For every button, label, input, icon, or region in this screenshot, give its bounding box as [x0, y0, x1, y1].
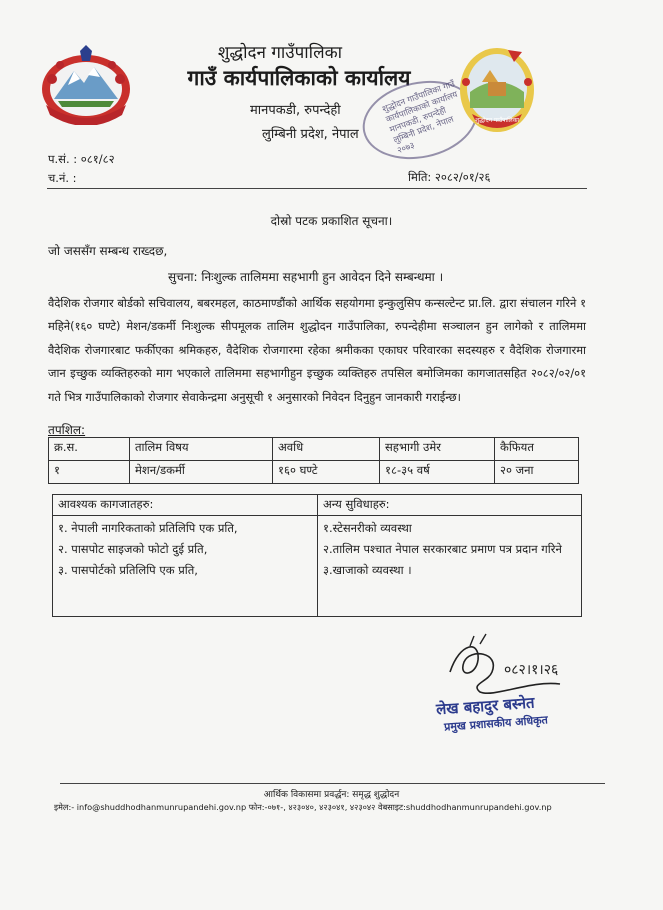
notice-subject: सुचना: निःशुल्क तालिममा सहभागी हुन आवेदन दिने सम्बन्धमा । [168, 270, 444, 284]
list-item: २.तालिम पश्चात नेपाल सरकारबाट प्रमाण पत्र प्रदान गरिने [323, 542, 562, 556]
table-cell: १८-३५ वर्ष [380, 461, 495, 484]
table-header-cell: क्र.स. [49, 438, 130, 461]
table-cell: २० जना [495, 461, 579, 484]
dispatch-number: च.नं. : [48, 171, 77, 185]
office-name: गाउँ कार्यपालिकाको कार्यालय [187, 66, 411, 90]
documents-list [53, 516, 318, 617]
table-header-cell: अवधि [273, 438, 380, 461]
reference-number: प.सं. : ०८१/८२ [48, 152, 115, 166]
table-row [53, 516, 582, 617]
facilities-list [318, 516, 582, 617]
municipality-name: शुद्धोदन गाउँपालिका [217, 43, 343, 63]
office-province: लुम्बिनी प्रदेश, नेपाल [262, 127, 359, 142]
table-header-cell: सहभागी उमेर [380, 438, 495, 461]
office-address: मानपकडी, रुपन्देही [250, 103, 341, 118]
nepal-emblem-icon [40, 45, 132, 125]
footer-slogan: आर्थिक विकासमा प्रवर्द्धन: समृद्ध शुद्धोदन [263, 790, 400, 800]
facilities-header: अन्य सुविधाहरु: [318, 495, 582, 516]
municipality-logo-label: शुद्धोदन गाउँपालिका [475, 117, 519, 124]
signatory-title: प्रमुख प्रशासकीय अधिकृत [443, 713, 549, 734]
footer-contact: इमेल:- info@shuddhodhanmunrupandehi.gov.np फोन:-०७१-, ४२३०४०, ४२३०४१, ४२३०४२ वेबसाइट:shuddhodhanmunrupandehi.gov.np [54, 802, 552, 812]
notice-body: वैदेशिक रोजगार बोर्डको सचिवालय, बबरमहल, काठमाण्डौंको आर्थिक सहयोगमा इन्कुलुसिप कन्सल्टेन्ट प्रा.लि. द्वारा संचालन गरिने १ महिने(१६० घण्टे) मेशन/डकर्मी निःशुल्क सीपमूलक तालिम शुद्धोदन गाउँपालिका, रुपन्देहीमा सञ्चालन हुन लागेको र तालिममा वैदेशिक रोजगारबाट फर्कीएका श्रमिकहरु, वैदेशिक रोजगारमा रहेका श्रमीकका एकाघर परिवारका सदस्यहरु र वैदेशिक रोजगारमा जान इच्छुक व्यक्तिहरुको माग भएकाले तालिममा सहभागीहुन इच्छुक व्यक्तिहरु तपसिल बमोजिमका कागजातसहित २०८२/०२/०१ गते भित्र गाउँपालिकाको रोजगार सेवाकेन्द्रमा अनुसूची १ अनुसारको निवेदन दिनुहुन जानकारी गराईन्छ। [48, 296, 586, 404]
header-divider [47, 188, 587, 189]
annex-label: तपशिल: [48, 423, 86, 437]
table-header-row [53, 495, 582, 516]
list-item: ३.खाजाको व्यवस्था । [323, 563, 412, 577]
table-cell: १६० घण्टे [273, 461, 380, 484]
notice-title: दोस्रो पटक प्रकाशित सूचना। [270, 214, 393, 228]
signatory-name: लेख बहादुर बस्नेत [435, 693, 536, 719]
list-item: ३. पासपोर्टको प्रतिलिपि एक प्रति, [58, 563, 198, 577]
handwritten-date: ०८२।१।२६ [504, 662, 559, 678]
table-cell: १ [49, 461, 130, 484]
requirements-table [52, 494, 582, 617]
salutation: जो जससँग सम्बन्ध राख्दछ, [48, 244, 168, 258]
list-item: १. नेपाली नागरिकताको प्रतिलिपि एक प्रति, [58, 521, 238, 535]
list-item: २. पासपोट साइजको फोटो दुई प्रति, [58, 542, 208, 556]
table-header-row [49, 438, 579, 461]
letter-date: मिति: २०८२/०१/२६ [408, 170, 491, 184]
table-row [49, 461, 579, 484]
list-item: १.स्टेसनरीको व्यवस्था [323, 521, 412, 535]
table-header-cell: तालिम विषय [130, 438, 273, 461]
table-cell: मेशन/डकर्मी [130, 461, 273, 484]
office-stamp-text: शुद्धोदन गाउँपालिका गाउँ कार्यपालिकाको कार्यालय मानपकडी, रुपन्देही लुम्बिनी प्रदेश, नेपाल २०७३ [381, 79, 460, 157]
table-header-cell: कैफियत [495, 438, 579, 461]
handwritten-signature-icon [440, 632, 580, 702]
training-table [48, 437, 579, 484]
documents-header: आवश्यक कागजातहरु: [53, 495, 318, 516]
footer-divider [60, 783, 605, 784]
